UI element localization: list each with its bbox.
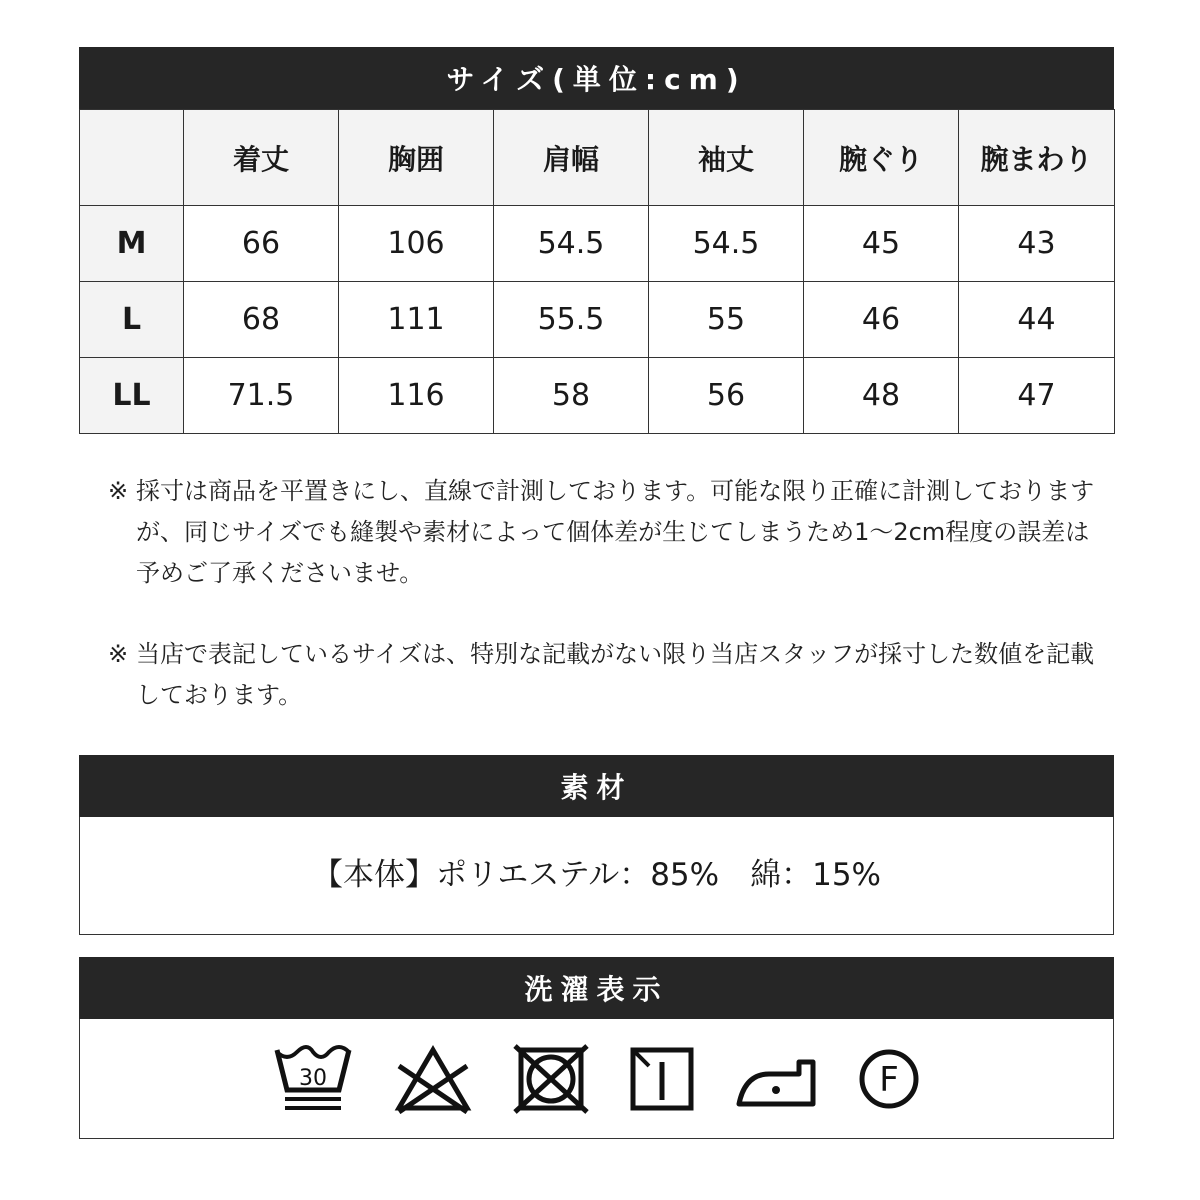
table-row [80,206,1115,282]
table-cell: 47 [959,358,1115,434]
size-label: M [80,206,184,282]
care-section-title: 洗濯表示 [79,957,1114,1019]
table-cell: 66 [184,206,339,282]
note-text: 当店で表記しているサイズは、特別な記載がない限り当店スタッフが採寸した数値を記載しております。 [136,640,1095,709]
care-icons [80,1019,1113,1138]
material-section-title: 素材 [79,755,1114,817]
dry-clean-letter: F [878,1059,899,1100]
note-mark: ※ [108,640,129,668]
table-header-row [80,110,1115,206]
table-cell: 68 [184,282,339,358]
dry-clean-f-icon [857,1044,921,1114]
table-cell: 116 [339,358,494,434]
size-section-title: サイズ(単位:cm) [79,47,1114,109]
column-header: 肩幅 [494,110,649,206]
table-cell: 106 [339,206,494,282]
table-cell: 46 [804,282,959,358]
column-header: 腕まわり [959,110,1115,206]
column-header: 着丈 [184,110,339,206]
table-cell: 54.5 [649,206,804,282]
column-header: 腕ぐり [804,110,959,206]
table-cell: 45 [804,206,959,282]
table-cell: 55 [649,282,804,358]
size-source-note [108,634,1098,716]
table-cell: 55.5 [494,282,649,358]
care-box [79,1019,1114,1139]
table-cell: 43 [959,206,1115,282]
size-table [79,109,1115,434]
no-bleach-icon [393,1044,473,1114]
table-cell: 111 [339,282,494,358]
table-row [80,282,1115,358]
table-cell: 56 [649,358,804,434]
column-header: 胸囲 [339,110,494,206]
wash-30-icon [273,1044,353,1114]
column-header: 袖丈 [649,110,804,206]
note-mark: ※ [108,477,129,505]
table-cell: 58 [494,358,649,434]
wash-temp-label: 30 [298,1065,327,1091]
table-corner-cell [80,110,184,206]
table-cell: 48 [804,358,959,434]
iron-low-icon [735,1044,817,1114]
table-cell: 71.5 [184,358,339,434]
table-cell: 54.5 [494,206,649,282]
table-row [80,358,1115,434]
material-text: 【本体】ポリエステル：85% 綿：15% [311,857,881,893]
table-cell: 44 [959,282,1115,358]
measurement-note [108,471,1098,594]
size-label: L [80,282,184,358]
line-dry-shade-icon [629,1044,695,1114]
note-text: 採寸は商品を平置きにし、直線で計測しております。可能な限り正確に計測しておりますが、同じサイズでも縫製や素材によって個体差が生じてしまうため1～2cm程度の誤差は予めご了承くださいませ。 [136,477,1095,587]
material-box [79,817,1114,935]
no-tumble-dry-icon [513,1044,589,1114]
size-label: LL [80,358,184,434]
